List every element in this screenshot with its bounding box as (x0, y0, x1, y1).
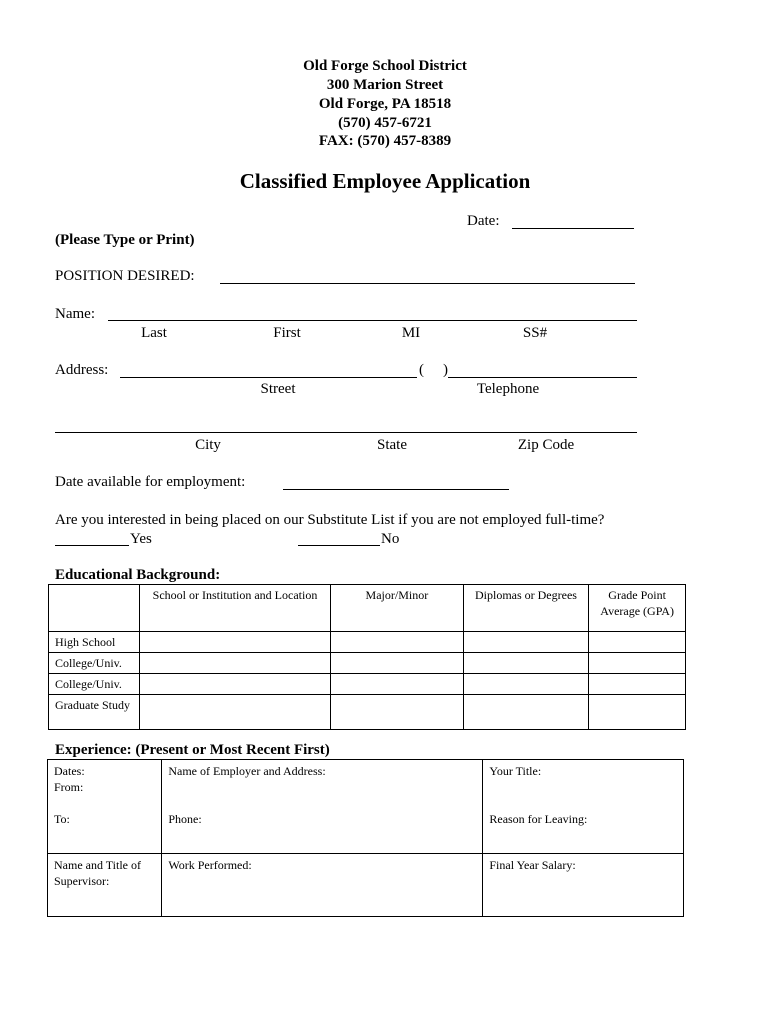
substitute-no-label: No (381, 531, 400, 547)
edu-row-label: Graduate Study (49, 695, 140, 730)
address-sub-city: City (195, 437, 221, 453)
edu-cell[interactable] (331, 674, 464, 695)
edu-cell[interactable] (139, 653, 330, 674)
education-heading: Educational Background: (55, 567, 221, 583)
address-sub-zip: Zip Code (517, 437, 575, 453)
exp-work-cell[interactable] (162, 854, 483, 917)
district-city-state: Old Forge, PA 18518 (318, 96, 452, 112)
name-sub-last: Last (141, 325, 167, 341)
edu-row-label: High School (49, 632, 140, 653)
date-field[interactable] (512, 228, 634, 229)
edu-cell[interactable] (331, 632, 464, 653)
edu-header-blank (49, 585, 140, 632)
edu-cell[interactable] (139, 695, 330, 730)
substitute-yes-field[interactable] (55, 545, 129, 546)
name-sub-first: First (273, 325, 301, 341)
education-table (48, 584, 686, 730)
exp-to-label: To: (54, 812, 70, 826)
edu-cell[interactable] (589, 674, 686, 695)
edu-header-school: School or Institution and Location (139, 585, 330, 632)
name-sub-ss: SS# (522, 325, 548, 341)
exp-title-cell[interactable] (483, 760, 684, 854)
district-phone: (570) 457-6721 (338, 115, 432, 131)
date-label: Date: (467, 213, 500, 229)
edu-row-label: College/Univ. (49, 674, 140, 695)
table-row (49, 653, 686, 674)
exp-from-label: From: (54, 780, 84, 794)
substitute-question: Are you interested in being placed on our Substitute List if you are not employed full-time? (55, 512, 605, 528)
exp-dates-cell[interactable] (48, 760, 162, 854)
district-fax: FAX: (570) 457-8389 (318, 133, 452, 149)
telephone-field[interactable] (448, 377, 637, 378)
instruction: (Please Type or Print) (55, 232, 195, 248)
substitute-no-field[interactable] (298, 545, 380, 546)
address-sub-street: Street (260, 381, 296, 397)
exp-supervisor-label: Name and Title of Supervisor: (54, 858, 141, 888)
table-row (49, 695, 686, 730)
date-available-label: Date available for employment: (55, 474, 246, 490)
experience-table (47, 759, 684, 917)
edu-cell[interactable] (331, 653, 464, 674)
edu-cell[interactable] (331, 695, 464, 730)
exp-salary-cell[interactable] (483, 854, 684, 917)
date-available-field[interactable] (283, 489, 509, 490)
address-sub-telephone: Telephone (476, 381, 540, 397)
table-row (49, 632, 686, 653)
edu-cell[interactable] (463, 632, 589, 653)
exp-employer-label: Name of Employer and Address: (168, 764, 326, 778)
edu-cell[interactable] (589, 653, 686, 674)
substitute-yes-label: Yes (130, 531, 152, 547)
edu-header-major: Major/Minor (331, 585, 464, 632)
edu-cell[interactable] (139, 674, 330, 695)
edu-cell[interactable] (463, 695, 589, 730)
edu-header-diplomas: Diplomas or Degrees (463, 585, 589, 632)
address-label: Address: (55, 362, 109, 378)
name-sub-mi: MI (401, 325, 421, 341)
name-label: Name: (55, 306, 95, 322)
paren-open: ( (419, 362, 424, 378)
exp-reason-label: Reason for Leaving: (489, 812, 588, 826)
exp-phone-label: Phone: (168, 812, 202, 826)
exp-supervisor-cell[interactable] (48, 854, 162, 917)
district-street: 300 Marion Street (326, 77, 444, 93)
edu-cell[interactable] (139, 632, 330, 653)
edu-cell[interactable] (463, 674, 589, 695)
position-label: POSITION DESIRED: (55, 268, 195, 284)
edu-cell[interactable] (589, 632, 686, 653)
exp-salary-label: Final Year Salary: (489, 858, 576, 872)
experience-heading: Experience: (Present or Most Recent First) (55, 742, 330, 758)
city-state-zip-field[interactable] (55, 432, 637, 433)
edu-cell[interactable] (589, 695, 686, 730)
street-field[interactable] (120, 377, 417, 378)
exp-title-label: Your Title: (489, 764, 542, 778)
exp-dates-label: Dates: (54, 764, 85, 778)
paren-close: ) (443, 362, 448, 378)
form-title: Classified Employee Application (239, 169, 531, 193)
edu-header-gpa: Grade Point Average (GPA) (589, 585, 686, 632)
edu-cell[interactable] (463, 653, 589, 674)
exp-employer-cell[interactable] (162, 760, 483, 854)
exp-work-label: Work Performed: (168, 858, 252, 872)
name-field[interactable] (108, 320, 637, 321)
edu-row-label: College/Univ. (49, 653, 140, 674)
position-field[interactable] (220, 283, 635, 284)
district-name: Old Forge School District (303, 58, 467, 74)
address-sub-state: State (377, 437, 407, 453)
table-row (49, 674, 686, 695)
